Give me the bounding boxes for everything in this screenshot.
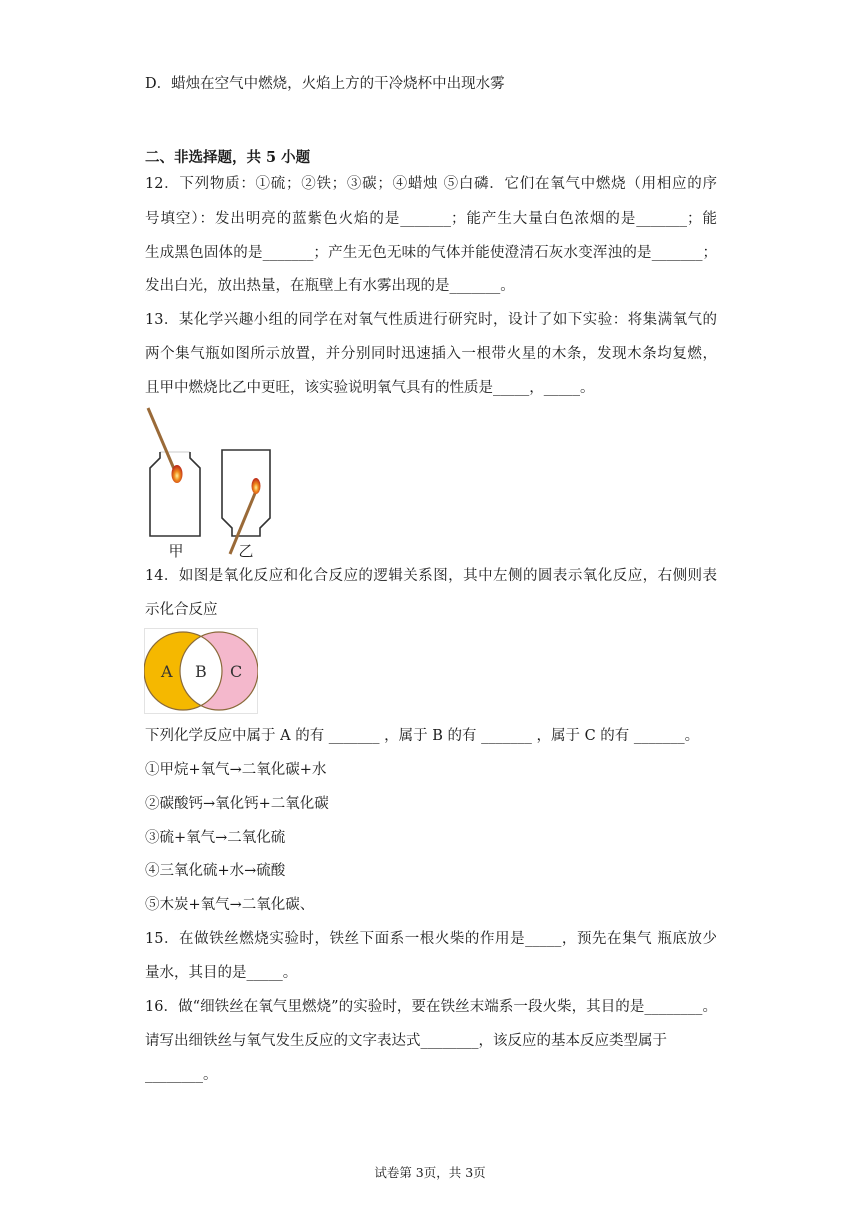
q16-line-3: ________。: [145, 1067, 218, 1083]
bottle-jia: [148, 408, 200, 536]
q14-item-1: ①甲烷+氧气→二氧化碳+水: [145, 762, 327, 778]
bottle-yi: [222, 450, 270, 554]
q14-item-3: ③硫+氧气→二氧化硫: [145, 830, 286, 846]
section-title: 二、非选择题，共 5 小题: [145, 149, 311, 166]
label-jia: 甲: [168, 542, 184, 558]
page-footer: 试卷第 3页，共 3页: [374, 1165, 486, 1180]
flame-icon: [252, 478, 261, 494]
gas-bottle-figure: [140, 406, 280, 558]
label-a: A: [161, 662, 173, 681]
flame-icon: [172, 465, 183, 483]
q12-line-1: 12．下列物质：①硫；②铁；③碳；④蜡烛 ⑤白磷．它们在氧气中燃烧（用相应的序: [145, 176, 717, 192]
q12-line-4: 发出白光，放出热量，在瓶壁上有水雾出现的是_______。: [145, 278, 515, 294]
q14-line-1: 14．如图是氧化反应和化合反应的逻辑关系图，其中左侧的圆表示氧化反应，右侧则表: [145, 568, 717, 584]
q14-item-2: ②碳酸钙→氧化钙+二氧化碳: [145, 796, 329, 812]
q14-question: 下列化学反应中属于 A 的有 _______ ，属于 B 的有 _______ ，属于 C 的有 _______。: [145, 728, 700, 744]
label-b: B: [195, 662, 207, 681]
label-c: C: [230, 662, 243, 681]
q16-line-1: 16．做“细铁丝在氧气里燃烧”的实验时，要在铁丝末端系一段火柴，其目的是________。: [145, 999, 717, 1015]
q13-line-3: 且甲中燃烧比乙中更旺，该实验说明氧气具有的性质是_____，_____。: [145, 380, 595, 396]
q15-line-2: 量水，其目的是_____。: [145, 965, 298, 981]
q14-line-2: 示化合反应: [145, 602, 218, 618]
q13-line-2: 两个集气瓶如图所示放置，并分别同时迅速插入一根带火星的木条，发现木条均复燃，: [145, 346, 717, 362]
q16-line-2: 请写出细铁丝与氧气发生反应的文字表达式________，该反应的基本反应类型属于: [145, 1033, 667, 1049]
label-yi: 乙: [238, 542, 254, 558]
q12-line-3: 生成黑色固体的是_______；产生无色无味的气体并能使澄清石灰水变浑浊的是_______；: [145, 245, 717, 261]
q14-item-5: ⑤木炭+氧气→二氧化碳、: [145, 897, 315, 913]
option-d: D．蜡烛在空气中燃烧，火焰上方的干冷烧杯中出现水雾: [145, 76, 505, 92]
q14-item-4: ④三氧化硫+水→硫酸: [145, 863, 286, 879]
venn-diagram: [144, 628, 258, 714]
q13-line-1: 13．某化学兴趣小组的同学在对氧气性质进行研究时，设计了如下实验：将集满氧气的: [145, 312, 717, 328]
q15-line-1: 15．在做铁丝燃烧实验时，铁丝下面系一根火柴的作用是_____，预先在集气 瓶底放少: [145, 931, 717, 947]
q12-line-2: 号填空）：发出明亮的蓝紫色火焰的是_______；能产生大量白色浓烟的是_______；能: [145, 211, 717, 227]
